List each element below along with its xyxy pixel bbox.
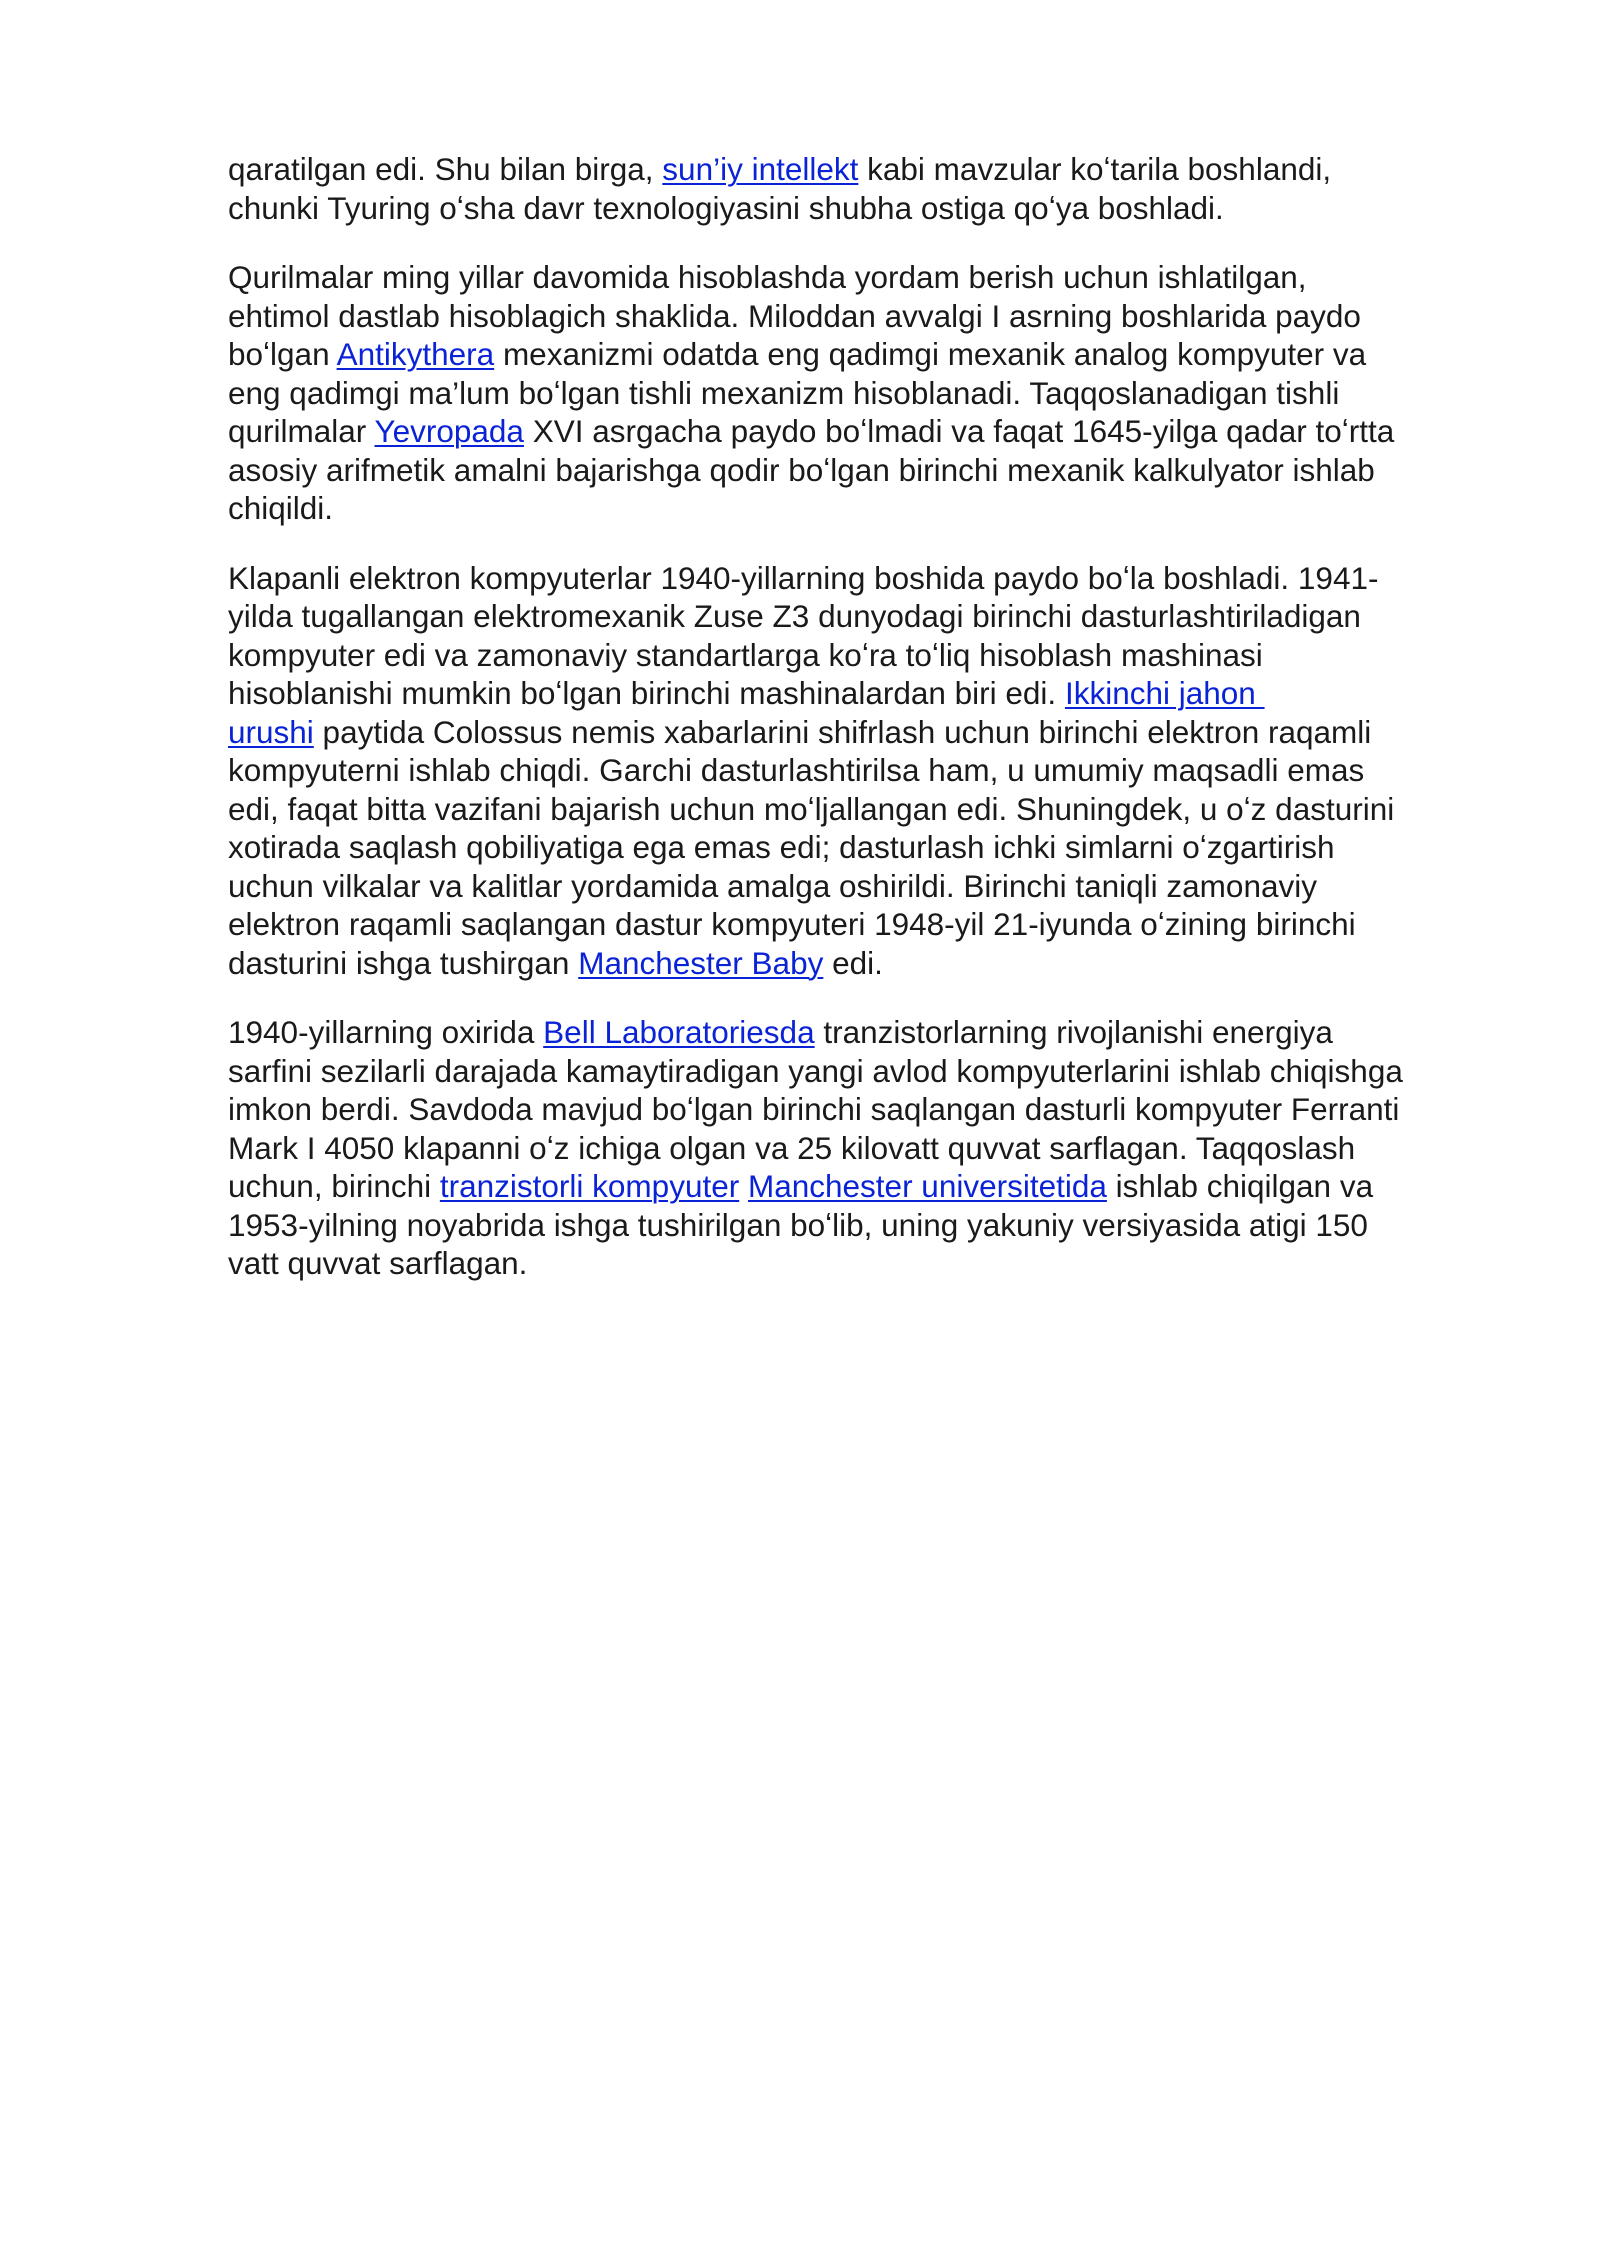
text-run: qurilmalar xyxy=(228,413,375,449)
text-run: chiqildi. xyxy=(228,490,334,526)
text-line xyxy=(228,751,1488,790)
text-run: dasturini ishga tushirgan xyxy=(228,944,579,981)
text-line xyxy=(228,489,1488,528)
text-line xyxy=(228,1013,1488,1052)
text-line xyxy=(228,1090,1488,1129)
text-line xyxy=(228,559,1488,598)
hyperlink[interactable]: tranzistorli kompyuter xyxy=(439,1168,740,1204)
hyperlink[interactable]: sun’iy intellekt xyxy=(662,151,859,187)
text-line xyxy=(228,374,1488,413)
hyperlink[interactable]: Manchester Baby xyxy=(578,944,824,981)
text-run: uchun vilkalar va kalitlar yordamida amalga oshirildi. Birinchi taniqli zamonaviy xyxy=(228,867,1317,904)
text-run xyxy=(739,1168,748,1204)
hyperlink[interactable]: Ikkinchi jahon xyxy=(1064,675,1265,711)
text-run: elektron raqamli saqlangan dastur kompyuteri 1948-yil 21-iyunda oʻzining birinchi xyxy=(228,906,1356,942)
text-run: hisoblanishi mumkin boʻlgan birinchi mashinalardan biri edi. xyxy=(228,675,1065,711)
text-run: eng qadimgi ma’lum boʻlgan tishli mexanizm hisoblanadi. Taqqoslanadigan tishli xyxy=(228,374,1340,411)
text-run: yilda tugallangan elektromexanik Zuse Z3 dunyodagi birinchi dasturlashtiriladigan xyxy=(228,598,1361,634)
paragraph xyxy=(228,559,1488,983)
text-run: paytida Colossus nemis xabarlarini shifrlash uchun birinchi elektron raqamli xyxy=(313,713,1372,750)
paragraph xyxy=(228,258,1488,528)
text-run: kabi mavzular koʻtarila boshlandi, xyxy=(858,151,1332,187)
text-line xyxy=(228,1167,1488,1206)
text-run: boʻlgan xyxy=(228,336,337,372)
text-line xyxy=(228,636,1488,675)
text-line xyxy=(228,1244,1488,1283)
text-line xyxy=(228,905,1488,944)
document-page xyxy=(228,150,1488,1314)
text-run: ishlab chiqilgan va xyxy=(1106,1168,1374,1204)
text-run: XVI asrgacha paydo boʻlmadi va faqat 1645-yilga qadar toʻrtta xyxy=(523,413,1395,449)
text-run: 1940-yillarning oxirida xyxy=(228,1014,544,1050)
text-run: kompyuterni ishlab chiqdi. Garchi dasturlashtirilsa ham, u umumiy maqsadli emas xyxy=(228,752,1365,788)
hyperlink[interactable]: Bell Laboratoriesda xyxy=(543,1014,815,1050)
hyperlink[interactable]: Manchester universitetida xyxy=(747,1168,1107,1204)
text-run: sarfini sezilarli darajada kamaytiradigan yangi avlod kompyuterlarini ishlab chiqishga xyxy=(228,1052,1403,1089)
paragraph xyxy=(228,1013,1488,1283)
text-line xyxy=(228,1206,1488,1245)
text-run: Mark I 4050 klapanni oʻz ichiga olgan va 25 kilovatt quvvat sarflagan. Taqqoslash xyxy=(228,1129,1356,1166)
text-line xyxy=(228,412,1488,451)
paragraph xyxy=(228,150,1488,227)
text-line xyxy=(228,150,1488,189)
text-line xyxy=(228,335,1488,374)
text-line xyxy=(228,451,1488,490)
text-line xyxy=(228,713,1488,752)
text-line xyxy=(228,258,1488,297)
hyperlink[interactable]: Yevropada xyxy=(374,413,524,449)
text-line xyxy=(228,944,1488,983)
text-line xyxy=(228,189,1488,228)
text-run: vatt quvvat sarflagan. xyxy=(228,1245,528,1281)
hyperlink[interactable]: urushi xyxy=(228,713,314,750)
text-line xyxy=(228,1052,1488,1091)
text-run: mexanizmi odatda eng qadimgi mexanik analog kompyuter va xyxy=(494,336,1367,372)
text-line xyxy=(228,867,1488,906)
text-line xyxy=(228,790,1488,829)
text-run: qaratilgan edi. Shu bilan birga, xyxy=(228,151,663,187)
text-run: Klapanli elektron kompyuterlar 1940-yillarning boshida paydo boʻla boshladi. 1941- xyxy=(228,559,1379,596)
text-run: imkon berdi. Savdoda mavjud boʻlgan birinchi saqlangan dasturli kompyuter Ferranti xyxy=(228,1091,1400,1127)
text-line xyxy=(228,597,1488,636)
text-line xyxy=(228,828,1488,867)
text-run: kompyuter edi va zamonaviy standartlarga koʻra toʻliq hisoblash mashinasi xyxy=(228,636,1263,673)
text-run: 1953-yilning noyabrida ishga tushirilgan boʻlib, uning yakuniy versiyasida atigi 150 xyxy=(228,1206,1368,1243)
text-run: tranzistorlarning rivojlanishi energiya xyxy=(814,1014,1333,1050)
text-run: asosiy arifmetik amalni bajarishga qodir boʻlgan birinchi mexanik kalkulyator ishlab xyxy=(228,451,1375,488)
text-run: chunki Tyuring oʻsha davr texnologiyasini shubha ostiga qoʻya boshladi. xyxy=(228,189,1224,226)
hyperlink[interactable]: Antikythera xyxy=(336,336,495,372)
text-line xyxy=(228,297,1488,336)
text-run: edi, faqat bitta vazifani bajarish uchun moʻljallangan edi. Shuningdek, u oʻz dasturini xyxy=(228,790,1395,827)
text-run: Qurilmalar ming yillar davomida hisoblashda yordam berish uchun ishlatilgan, xyxy=(228,259,1307,295)
text-line xyxy=(228,1129,1488,1168)
text-run: uchun, birinchi xyxy=(228,1168,440,1204)
text-line xyxy=(228,674,1488,713)
text-run: xotirada saqlash qobiliyatiga ega emas edi; dasturlash ichki simlarni oʻzgartirish xyxy=(228,829,1335,865)
text-run: ehtimol dastlab hisoblagich shaklida. Miloddan avvalgi I asrning boshlarida paydo xyxy=(228,297,1361,334)
text-run: edi. xyxy=(823,944,883,981)
